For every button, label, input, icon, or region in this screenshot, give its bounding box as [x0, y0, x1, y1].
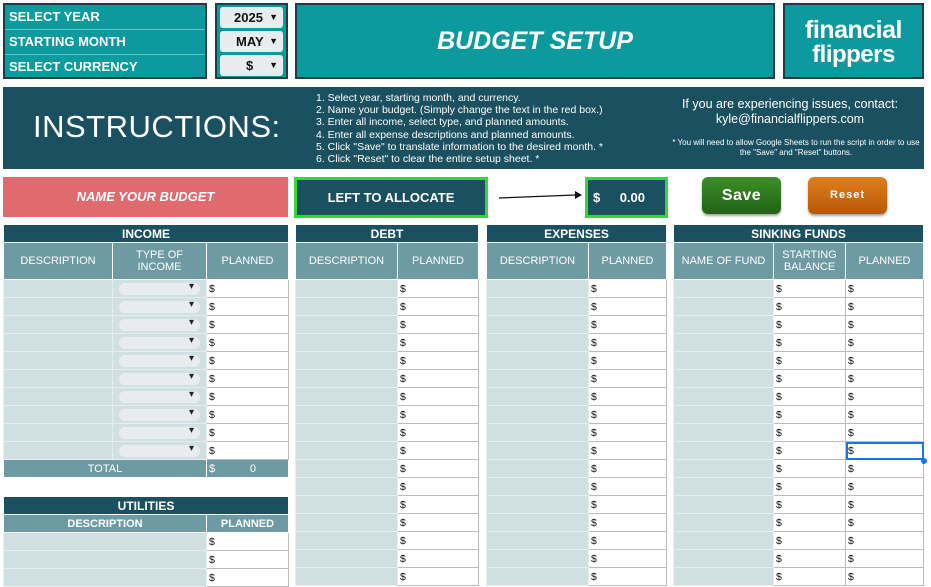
- sinking-funds-table: [673, 224, 924, 586]
- expense-planned-cell[interactable]: $: [589, 280, 667, 298]
- fund-name-cell[interactable]: [674, 514, 774, 532]
- debt-planned-cell[interactable]: $: [398, 568, 479, 586]
- income-type-dropdown[interactable]: [119, 301, 200, 313]
- utility-planned-cell[interactable]: $: [207, 569, 289, 587]
- table-row: [296, 514, 479, 532]
- income-description-cell[interactable]: [4, 280, 113, 298]
- income-title: INCOME: [4, 225, 289, 243]
- fund-starting-balance-cell[interactable]: $: [774, 280, 846, 298]
- debt-description-cell[interactable]: [296, 550, 398, 568]
- income-planned-cell[interactable]: $: [207, 298, 289, 316]
- fund-starting-balance-cell[interactable]: $: [774, 424, 846, 442]
- instructions-title: INSTRUCTIONS:: [33, 109, 281, 144]
- currency-symbol: $: [593, 190, 601, 205]
- table-row: [296, 424, 479, 442]
- income-planned-cell[interactable]: $: [207, 370, 289, 388]
- fund-planned-cell[interactable]: $: [846, 334, 924, 352]
- fund-name-cell[interactable]: [674, 298, 774, 316]
- expense-description-cell[interactable]: [487, 532, 589, 550]
- expenses-table: [486, 224, 667, 586]
- page-title: BUDGET SETUP: [295, 3, 775, 79]
- fund-planned-cell[interactable]: $: [846, 478, 924, 496]
- income-type-dropdown[interactable]: [119, 409, 200, 421]
- table-row: [674, 532, 924, 550]
- fund-name-cell[interactable]: [674, 406, 774, 424]
- table-row: [674, 514, 924, 532]
- table-row: [4, 298, 289, 316]
- income-description-cell[interactable]: [4, 298, 113, 316]
- fund-starting-balance-cell[interactable]: $: [774, 334, 846, 352]
- table-row: [674, 478, 924, 496]
- debt-description-cell[interactable]: [296, 316, 398, 334]
- debt-table: [295, 224, 479, 586]
- logo-line-1: financial: [805, 16, 902, 44]
- contact-line: If you are experiencing issues, contact:: [681, 97, 899, 111]
- expense-description-cell[interactable]: [487, 316, 589, 334]
- instructions-list: [316, 92, 603, 165]
- expense-description-cell[interactable]: [487, 568, 589, 586]
- debt-description-cell[interactable]: [296, 478, 398, 496]
- table-row: [4, 388, 289, 406]
- table-row: [674, 568, 924, 586]
- fund-planned-cell[interactable]: $: [846, 370, 924, 388]
- debt-planned-cell[interactable]: $: [398, 496, 479, 514]
- table-row: [674, 280, 924, 298]
- settings-labels-panel: [3, 3, 207, 79]
- selection-fill-handle[interactable]: [921, 458, 927, 464]
- expense-planned-cell[interactable]: $: [589, 334, 667, 352]
- instruction-step: 3. Enter all income, select type, and planned amounts.: [316, 116, 569, 129]
- fund-planned-cell[interactable]: $: [846, 568, 924, 586]
- table-row: [4, 442, 289, 460]
- income-header-type: TYPE OF INCOME: [113, 243, 207, 280]
- fund-starting-balance-cell[interactable]: $: [774, 460, 846, 478]
- debt-description-cell[interactable]: [296, 568, 398, 586]
- income-type-cell[interactable]: [113, 424, 207, 442]
- expenses-header-description: DESCRIPTION: [487, 243, 589, 280]
- table-row: [674, 406, 924, 424]
- table-row: [674, 424, 924, 442]
- fund-starting-balance-cell[interactable]: $: [774, 316, 846, 334]
- chevron-down-icon: ▼: [269, 36, 278, 46]
- table-row: [4, 551, 289, 569]
- table-row: [4, 406, 289, 424]
- arrow-right-icon: [497, 187, 582, 207]
- expense-description-cell[interactable]: [487, 298, 589, 316]
- income-type-dropdown[interactable]: [119, 427, 200, 439]
- table-row: [296, 460, 479, 478]
- income-total-label: TOTAL: [4, 460, 207, 478]
- table-row: [487, 568, 667, 586]
- table-row: [674, 442, 924, 460]
- debt-planned-cell[interactable]: $: [398, 406, 479, 424]
- debt-planned-cell[interactable]: $: [398, 388, 479, 406]
- fund-starting-balance-cell[interactable]: $: [774, 568, 846, 586]
- utility-description-cell[interactable]: [4, 569, 207, 587]
- fund-name-cell[interactable]: [674, 568, 774, 586]
- year-value: 2025: [234, 10, 263, 25]
- fund-name-cell[interactable]: [674, 496, 774, 514]
- table-row: [296, 532, 479, 550]
- fund-name-cell[interactable]: [674, 334, 774, 352]
- expense-planned-cell[interactable]: $: [589, 316, 667, 334]
- table-row: [487, 460, 667, 478]
- fund-starting-balance-cell[interactable]: $: [774, 388, 846, 406]
- fund-name-cell[interactable]: [674, 352, 774, 370]
- debt-planned-cell[interactable]: $: [398, 352, 479, 370]
- debt-description-cell[interactable]: [296, 298, 398, 316]
- income-table: [3, 224, 289, 478]
- currency-symbol: $: [209, 462, 216, 475]
- table-row: [674, 298, 924, 316]
- income-description-cell[interactable]: [4, 370, 113, 388]
- income-type-cell[interactable]: [113, 298, 207, 316]
- expense-planned-cell[interactable]: $: [589, 406, 667, 424]
- table-row: [296, 496, 479, 514]
- financial-flippers-logo: [783, 3, 924, 79]
- table-row: [296, 388, 479, 406]
- fund-starting-balance-cell[interactable]: $: [774, 442, 846, 460]
- table-row: [487, 298, 667, 316]
- table-row: [296, 550, 479, 568]
- income-description-cell[interactable]: [4, 424, 113, 442]
- fund-starting-balance-cell[interactable]: $: [774, 352, 846, 370]
- income-description-cell[interactable]: [4, 352, 113, 370]
- table-row: [4, 352, 289, 370]
- table-row: [296, 280, 479, 298]
- script-note: * You will need to allow Google Sheets to run the script in order to use the "Save" and "Reset" buttons.: [672, 138, 920, 157]
- debt-planned-cell[interactable]: $: [398, 316, 479, 334]
- expenses-title: EXPENSES: [487, 225, 667, 243]
- fund-starting-balance-cell[interactable]: $: [774, 370, 846, 388]
- income-type-dropdown[interactable]: [119, 373, 200, 385]
- expense-description-cell[interactable]: [487, 370, 589, 388]
- table-row: [296, 370, 479, 388]
- debt-description-cell[interactable]: [296, 532, 398, 550]
- expense-description-cell[interactable]: [487, 496, 589, 514]
- expense-planned-cell[interactable]: $: [589, 568, 667, 586]
- budget-name-cell[interactable]: NAME YOUR BUDGET: [3, 177, 288, 217]
- table-row: [487, 352, 667, 370]
- income-type-dropdown[interactable]: [119, 355, 200, 367]
- debt-title: DEBT: [296, 225, 479, 243]
- utility-planned-cell[interactable]: $: [207, 551, 289, 569]
- fund-planned-cell[interactable]: $: [846, 316, 924, 334]
- fund-planned-cell[interactable]: $: [846, 424, 924, 442]
- income-planned-cell[interactable]: $: [207, 442, 289, 460]
- debt-planned-cell[interactable]: $: [398, 280, 479, 298]
- income-type-cell[interactable]: [113, 280, 207, 298]
- expense-planned-cell[interactable]: $: [589, 298, 667, 316]
- expenses-header-planned: PLANNED: [589, 243, 667, 280]
- table-row: [296, 442, 479, 460]
- fund-starting-balance-cell[interactable]: $: [774, 514, 846, 532]
- month-dropdown[interactable]: [220, 31, 283, 52]
- income-planned-cell[interactable]: $: [207, 280, 289, 298]
- income-header-planned: PLANNED: [207, 243, 289, 280]
- debt-description-cell[interactable]: [296, 334, 398, 352]
- income-description-cell[interactable]: [4, 406, 113, 424]
- income-planned-cell[interactable]: $: [207, 424, 289, 442]
- expense-description-cell[interactable]: [487, 442, 589, 460]
- debt-description-cell[interactable]: [296, 388, 398, 406]
- debt-description-cell[interactable]: [296, 442, 398, 460]
- table-row: [296, 478, 479, 496]
- table-row: [674, 334, 924, 352]
- income-planned-cell[interactable]: $: [207, 334, 289, 352]
- debt-planned-cell[interactable]: $: [398, 478, 479, 496]
- income-description-cell[interactable]: [4, 334, 113, 352]
- debt-planned-cell[interactable]: $: [398, 514, 479, 532]
- expense-description-cell[interactable]: [487, 280, 589, 298]
- expense-description-cell[interactable]: [487, 460, 589, 478]
- debt-planned-cell[interactable]: $: [398, 424, 479, 442]
- debt-description-cell[interactable]: [296, 460, 398, 478]
- table-row: [296, 568, 479, 586]
- table-row: [487, 424, 667, 442]
- year-dropdown[interactable]: [220, 7, 283, 28]
- fund-starting-balance-cell[interactable]: $: [774, 406, 846, 424]
- table-row: [296, 316, 479, 334]
- income-type-cell[interactable]: [113, 406, 207, 424]
- income-type-dropdown[interactable]: [119, 445, 200, 457]
- fund-name-cell[interactable]: [674, 550, 774, 568]
- expense-description-cell[interactable]: [487, 334, 589, 352]
- fund-name-cell[interactable]: [674, 478, 774, 496]
- table-row: [4, 334, 289, 352]
- expense-planned-cell[interactable]: $: [589, 532, 667, 550]
- select-year-label: SELECT YEAR: [5, 5, 205, 30]
- income-total-amount: [207, 460, 289, 478]
- settings-values-panel: [215, 3, 288, 79]
- fund-planned-cell[interactable]: $: [846, 514, 924, 532]
- income-type-dropdown[interactable]: [119, 283, 200, 295]
- debt-description-cell[interactable]: [296, 406, 398, 424]
- debt-header-description: DESCRIPTION: [296, 243, 398, 280]
- fund-name-cell[interactable]: [674, 442, 774, 460]
- debt-planned-cell[interactable]: $: [398, 550, 479, 568]
- income-type-cell[interactable]: [113, 352, 207, 370]
- fund-starting-balance-cell[interactable]: $: [774, 298, 846, 316]
- table-row: [296, 352, 479, 370]
- income-type-cell[interactable]: [113, 388, 207, 406]
- income-total-value: 0: [249, 462, 257, 475]
- utility-description-cell[interactable]: [4, 551, 207, 569]
- income-type-cell[interactable]: [113, 442, 207, 460]
- reset-button[interactable]: Reset: [808, 177, 887, 214]
- fund-planned-cell[interactable]: $: [846, 550, 924, 568]
- table-row: [674, 550, 924, 568]
- expense-planned-cell[interactable]: $: [589, 388, 667, 406]
- table-row: [674, 316, 924, 334]
- expense-planned-cell[interactable]: $: [589, 550, 667, 568]
- debt-description-cell[interactable]: [296, 280, 398, 298]
- sinking-header-planned: PLANNED: [846, 243, 924, 280]
- fund-planned-cell[interactable]: $: [846, 532, 924, 550]
- income-planned-cell[interactable]: $: [207, 406, 289, 424]
- expense-description-cell[interactable]: [487, 478, 589, 496]
- income-planned-cell[interactable]: $: [207, 316, 289, 334]
- table-row: [4, 280, 289, 298]
- income-type-cell[interactable]: [113, 334, 207, 352]
- chevron-down-icon: ▼: [269, 12, 278, 22]
- table-row: [296, 334, 479, 352]
- expense-planned-cell[interactable]: $: [589, 496, 667, 514]
- table-row: [296, 406, 479, 424]
- utilities-table: [3, 496, 289, 587]
- income-planned-cell[interactable]: $: [207, 388, 289, 406]
- expense-planned-cell[interactable]: $: [589, 460, 667, 478]
- expense-description-cell[interactable]: [487, 388, 589, 406]
- instruction-step: 1. Select year, starting month, and currency.: [316, 92, 521, 104]
- expense-description-cell[interactable]: [487, 550, 589, 568]
- utility-planned-cell[interactable]: $: [207, 533, 289, 551]
- table-row: [674, 496, 924, 514]
- table-row: [296, 298, 479, 316]
- table-row: [487, 514, 667, 532]
- fund-name-cell[interactable]: [674, 424, 774, 442]
- fund-planned-cell[interactable]: $: [846, 460, 924, 478]
- starting-month-label: STARTING MONTH: [5, 30, 205, 55]
- contact-email[interactable]: kyle@financialflippers.com: [715, 112, 865, 126]
- sinking-funds-title: SINKING FUNDS: [674, 225, 924, 243]
- debt-description-cell[interactable]: [296, 496, 398, 514]
- fund-name-cell[interactable]: [674, 532, 774, 550]
- debt-description-cell[interactable]: [296, 370, 398, 388]
- expense-planned-cell[interactable]: $: [589, 478, 667, 496]
- fund-name-cell[interactable]: [674, 388, 774, 406]
- expense-planned-cell[interactable]: $: [589, 352, 667, 370]
- fund-starting-balance-cell[interactable]: $: [774, 532, 846, 550]
- table-row: [487, 442, 667, 460]
- sinking-header-name: NAME OF FUND: [674, 243, 774, 280]
- allocate-amount: 0.00: [619, 190, 645, 205]
- debt-description-cell[interactable]: [296, 424, 398, 442]
- debt-planned-cell[interactable]: $: [398, 370, 479, 388]
- fund-planned-cell[interactable]: $: [846, 442, 924, 460]
- table-row: [4, 316, 289, 334]
- fund-starting-balance-cell[interactable]: $: [774, 478, 846, 496]
- table-row: [674, 370, 924, 388]
- income-description-cell[interactable]: [4, 316, 113, 334]
- debt-planned-cell[interactable]: $: [398, 334, 479, 352]
- income-type-dropdown[interactable]: [119, 391, 200, 403]
- expense-description-cell[interactable]: [487, 514, 589, 532]
- instruction-step: 6. Click "Reset" to clear the entire setup sheet. *: [316, 153, 540, 166]
- income-header-description: DESCRIPTION: [4, 243, 113, 280]
- logo-line-2: flippers: [812, 41, 895, 68]
- expense-planned-cell[interactable]: $: [589, 514, 667, 532]
- table-row: [487, 550, 667, 568]
- expense-description-cell[interactable]: [487, 352, 589, 370]
- income-description-cell[interactable]: [4, 388, 113, 406]
- debt-planned-cell[interactable]: $: [398, 532, 479, 550]
- table-row: [674, 460, 924, 478]
- table-row: [487, 334, 667, 352]
- debt-header-planned: PLANNED: [398, 243, 479, 280]
- table-row: [487, 532, 667, 550]
- income-type-dropdown[interactable]: [119, 319, 200, 331]
- table-row: [4, 370, 289, 388]
- sinking-header-starting-balance: STARTING BALANCE: [774, 243, 846, 280]
- table-row: [487, 406, 667, 424]
- table-row: [674, 352, 924, 370]
- fund-starting-balance-cell[interactable]: $: [774, 550, 846, 568]
- currency-value: $: [246, 58, 254, 73]
- table-row: [487, 280, 667, 298]
- debt-description-cell[interactable]: [296, 514, 398, 532]
- contact-info: [675, 97, 905, 127]
- income-planned-cell[interactable]: $: [207, 352, 289, 370]
- instruction-step: 5. Click "Save" to translate information to the desired month. *: [316, 140, 604, 153]
- left-to-allocate-value: [585, 177, 668, 218]
- utility-description-cell[interactable]: [4, 533, 207, 551]
- table-row: [487, 370, 667, 388]
- instructions-panel: [3, 87, 924, 169]
- income-description-cell[interactable]: [4, 442, 113, 460]
- fund-name-cell[interactable]: [674, 280, 774, 298]
- fund-name-cell[interactable]: [674, 460, 774, 478]
- chevron-down-icon: ▼: [269, 60, 278, 70]
- debt-planned-cell[interactable]: $: [398, 460, 479, 478]
- expense-description-cell[interactable]: [487, 406, 589, 424]
- utilities-header-planned: PLANNED: [207, 515, 289, 533]
- income-type-dropdown[interactable]: [119, 337, 200, 349]
- utilities-title: UTILITIES: [4, 497, 289, 515]
- debt-description-cell[interactable]: [296, 352, 398, 370]
- select-currency-label: SELECT CURRENCY: [9, 59, 138, 74]
- fund-starting-balance-cell[interactable]: $: [774, 496, 846, 514]
- expense-description-cell[interactable]: [487, 424, 589, 442]
- table-row: [4, 424, 289, 442]
- fund-name-cell[interactable]: [674, 316, 774, 334]
- instruction-step: 2. Name your budget. (Simply change the text in the red box.): [316, 104, 603, 117]
- fund-name-cell[interactable]: [674, 370, 774, 388]
- month-value: MAY: [236, 34, 264, 49]
- save-button[interactable]: Save: [702, 177, 781, 214]
- table-row: [487, 478, 667, 496]
- expense-planned-cell[interactable]: $: [589, 442, 667, 460]
- debt-planned-cell[interactable]: $: [398, 442, 479, 460]
- utilities-header-description: DESCRIPTION: [4, 515, 207, 533]
- fund-planned-cell[interactable]: $: [846, 388, 924, 406]
- income-type-cell[interactable]: [113, 370, 207, 388]
- left-to-allocate-label: LEFT TO ALLOCATE: [294, 177, 488, 218]
- instruction-step: 4. Enter all expense descriptions and planned amounts.: [316, 128, 575, 141]
- table-row: [487, 496, 667, 514]
- currency-dropdown[interactable]: [220, 55, 283, 76]
- table-row: [674, 388, 924, 406]
- table-row: [4, 569, 289, 587]
- expense-planned-cell[interactable]: $: [589, 370, 667, 388]
- fund-planned-cell[interactable]: $: [846, 352, 924, 370]
- fund-planned-cell[interactable]: $: [846, 406, 924, 424]
- table-row: [487, 316, 667, 334]
- fund-planned-cell[interactable]: $: [846, 280, 924, 298]
- fund-planned-cell[interactable]: $: [846, 298, 924, 316]
- table-row: [487, 388, 667, 406]
- income-type-cell[interactable]: [113, 316, 207, 334]
- debt-planned-cell[interactable]: $: [398, 298, 479, 316]
- table-row: [4, 533, 289, 551]
- expense-planned-cell[interactable]: $: [589, 424, 667, 442]
- fund-planned-cell[interactable]: $: [846, 496, 924, 514]
